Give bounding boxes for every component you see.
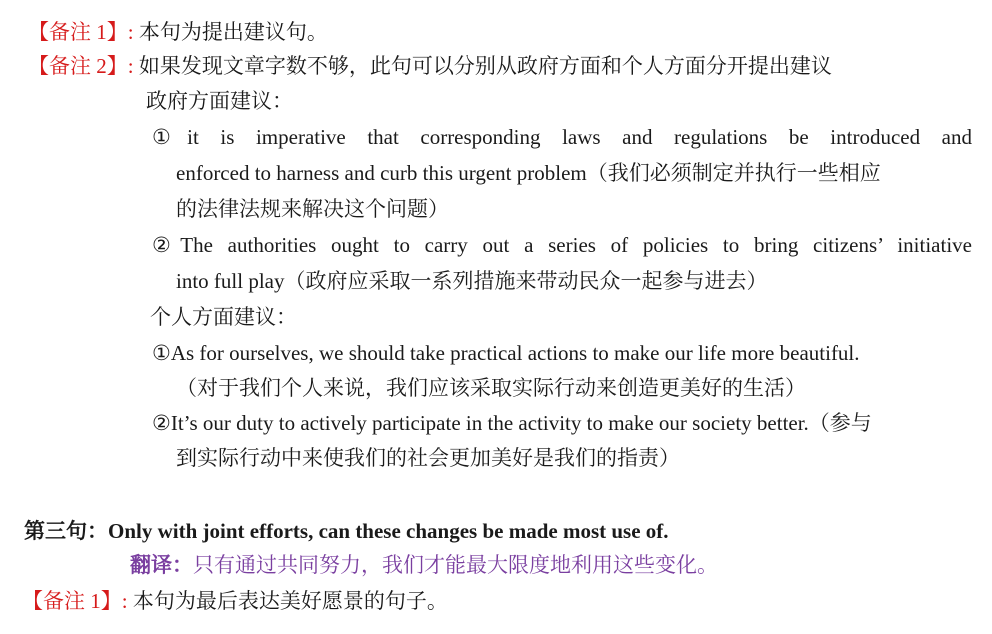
- translation: [130, 550, 718, 580]
- note-bottom-1: [22, 586, 448, 616]
- personal-item-1-line-1: ①As for ourselves, we should take practical actions to make our life more beautiful.: [152, 341, 860, 365]
- note-2: [28, 51, 832, 81]
- personal-item-1-line-2: （对于我们个人来说，我们应该采取实际行动来创造更美好的生活）: [176, 376, 806, 400]
- gov-item-1-line-1: ①it is imperative that corresponding laws and regulations be introduced and: [152, 125, 972, 149]
- translation-label: 翻译：: [130, 553, 193, 577]
- note-text: 如果发现文章字数不够，此句可以分别从政府方面和个人方面分开提出建议: [138, 54, 832, 78]
- gov-item-1-line-3: 的法律法规来解决这个问题）: [176, 197, 449, 221]
- third-sentence-text: Only with joint efforts, can these changes be made most use of.: [108, 519, 669, 543]
- gov-item-2-line-1: ②The authorities ought to carry out a series of policies to bring citizens’ initiative: [152, 233, 972, 257]
- note-text: 本句为提出建议句。: [138, 20, 328, 44]
- gov-item-1-line-2: enforced to harness and curb this urgent problem（我们必须制定并执行一些相应: [176, 161, 881, 185]
- personal-item-2-line-2: 到实际行动中来使我们的社会更加美好是我们的指责）: [176, 446, 680, 470]
- third-sentence: [24, 516, 669, 546]
- government-heading: 政府方面建议：: [146, 89, 293, 113]
- note-label: 【备注 1】:: [22, 589, 128, 613]
- note-label: 【备注 2】:: [28, 54, 134, 78]
- note-text: 本句为最后表达美好愿景的句子。: [132, 589, 448, 613]
- note-label: 【备注 1】:: [28, 20, 134, 44]
- translation-text: 只有通过共同努力，我们才能最大限度地利用这些变化。: [193, 553, 718, 577]
- note-1: [28, 17, 328, 47]
- personal-heading: 个人方面建议：: [150, 305, 297, 329]
- gov-item-2-line-2: into full play（政府应采取一系列措施来带动民众一起参与进去）: [176, 269, 768, 293]
- personal-item-2-line-1: ②It’s our duty to actively participate in the activity to make our society better.（参与: [152, 411, 872, 435]
- third-sentence-label: 第三句：: [24, 519, 108, 543]
